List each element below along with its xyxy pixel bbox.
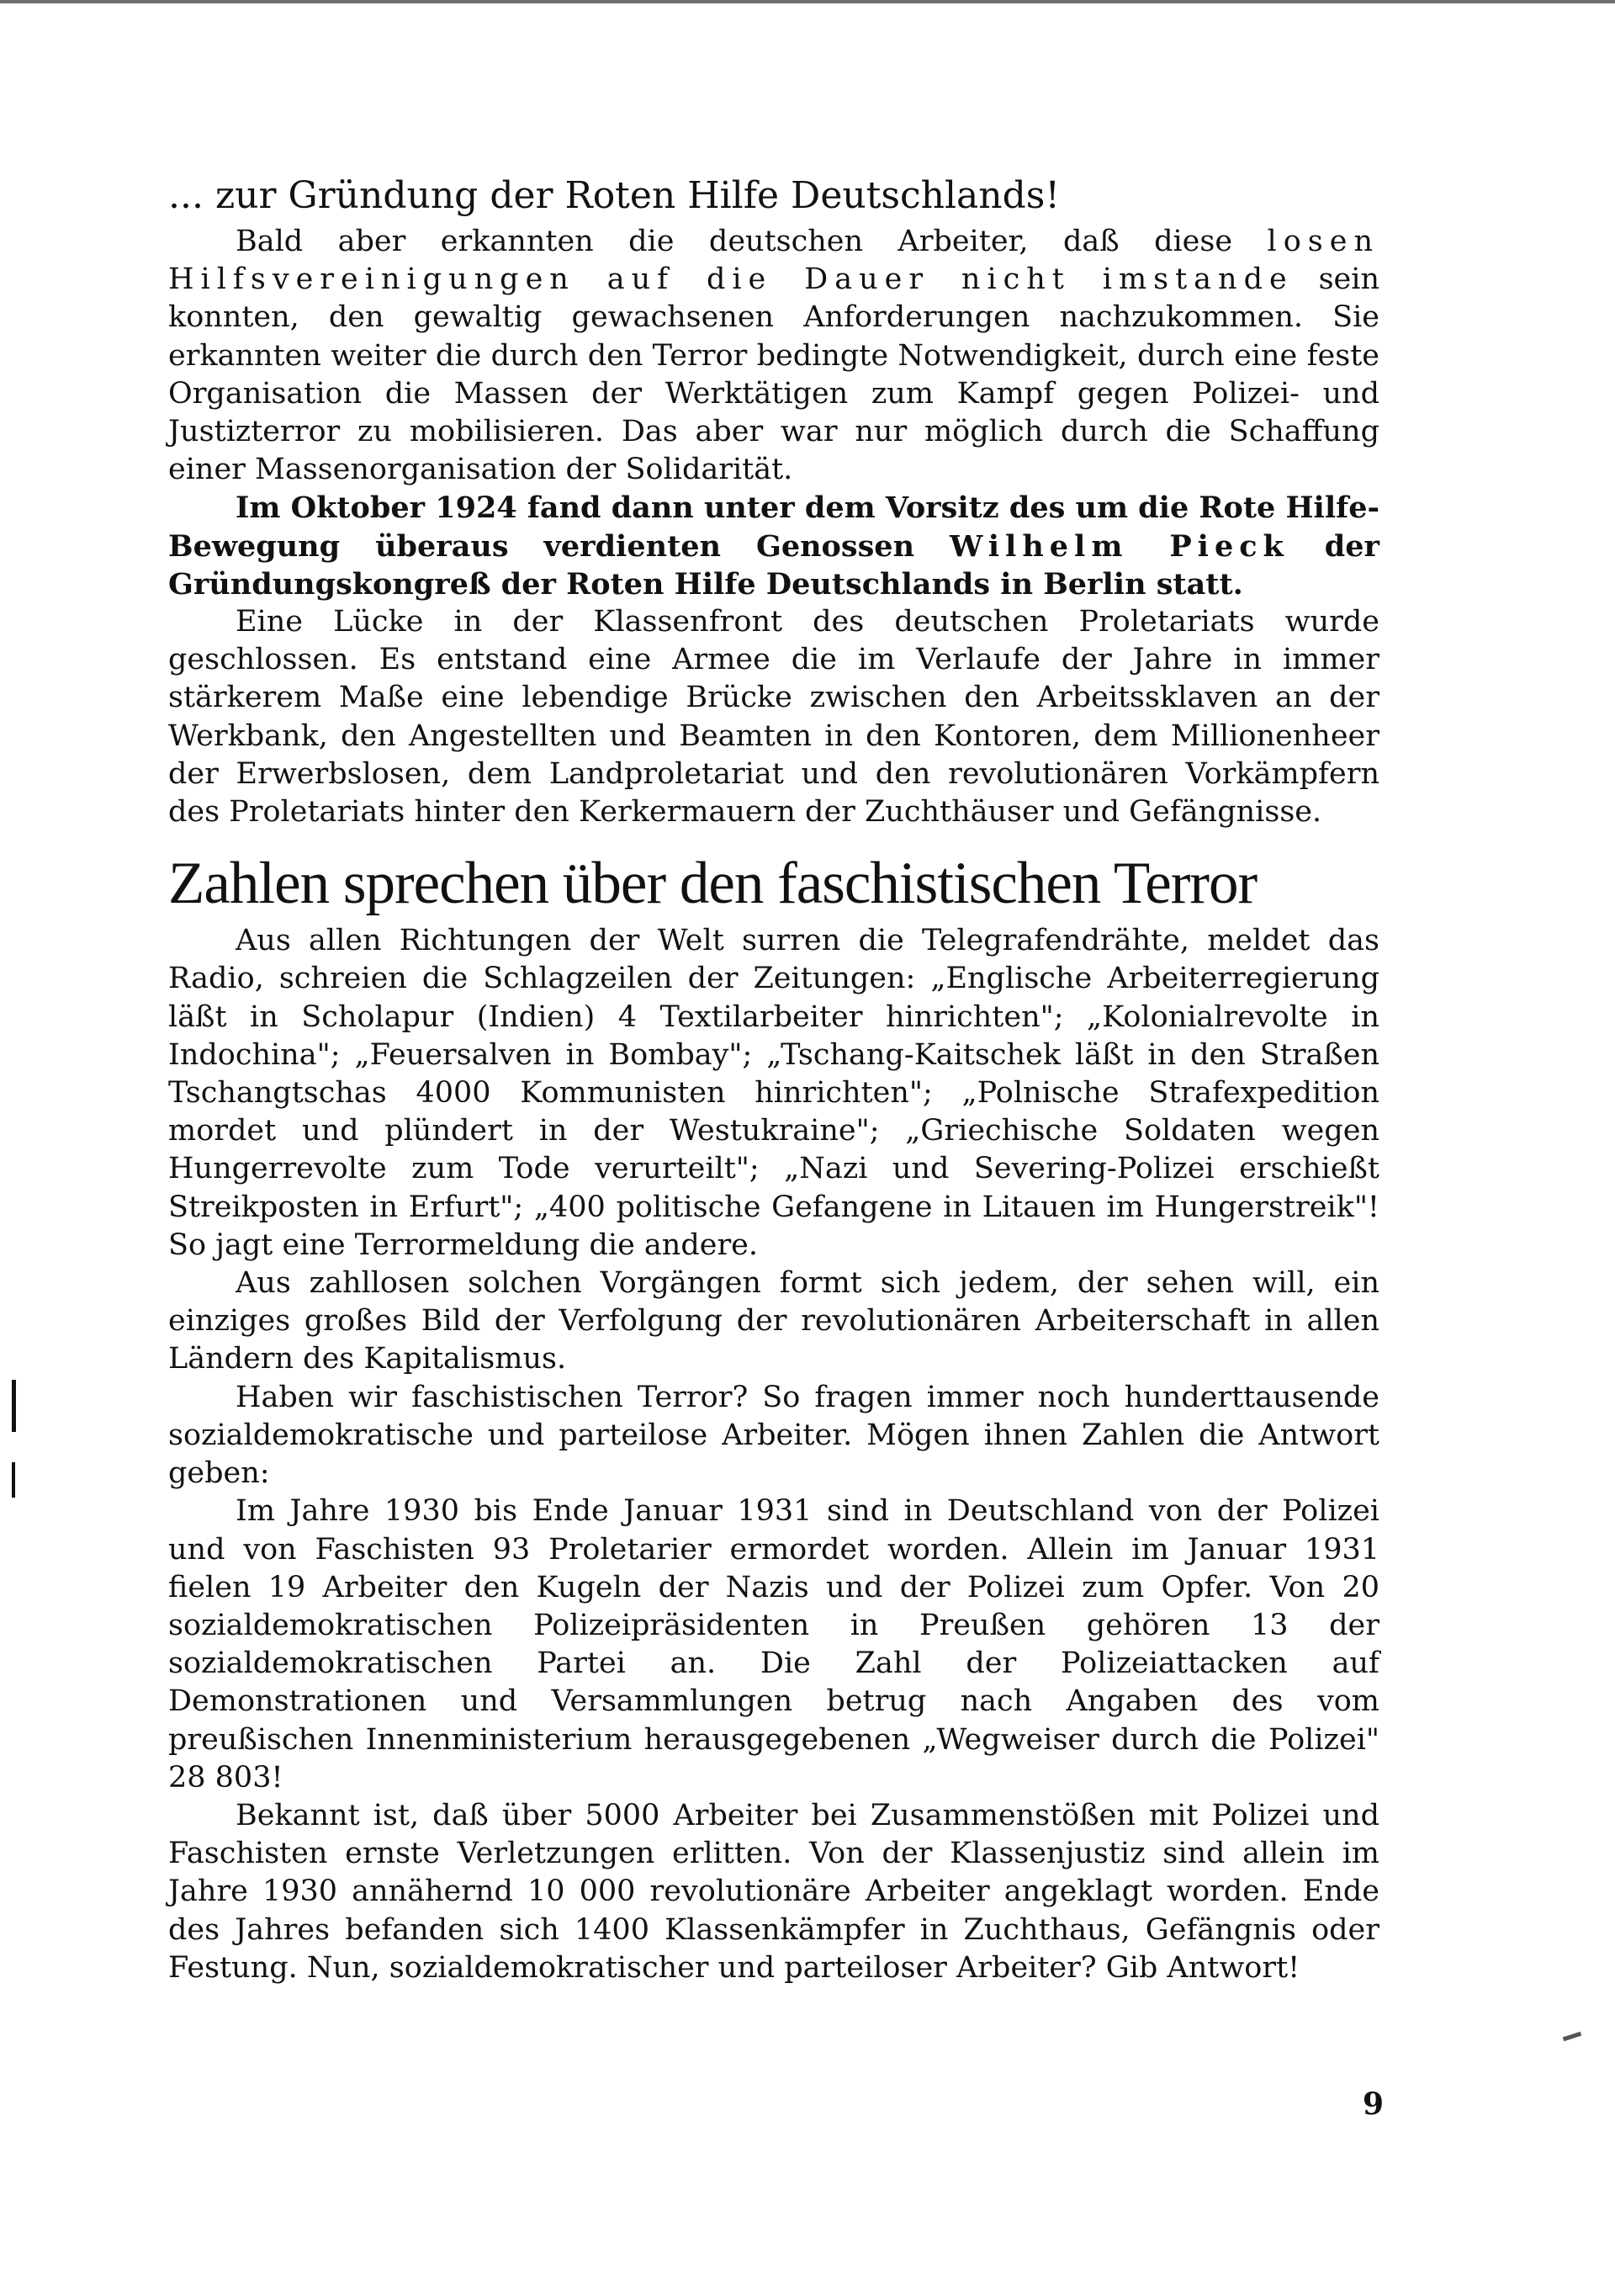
page-top-edge <box>0 0 1615 3</box>
margin-mark <box>12 1462 15 1498</box>
paragraph-meldungen: Aus allen Richtungen der Welt surren die Telegrafendrähte, meldet das Radio, schreien die Schlagzeilen der Zeitungen: „Englische Arbeiterregierung läßt in Scholapur (Indien) 4 Textilarbeiter hinrichten"; „Kolonialrevolte in Indochina"; „Feuersalven in Bombay"; „Tschang-Kaitschek läßt in den Straßen Tschangtschas 4000 Kommunisten hinrichten"; „Polnische Strafexpedition mordet und plündert in der Westukraine"; „Griechische Soldaten wegen Hungerrevolte zum Tode verurteilt"; „Nazi und Severing-Polizei erschießt Streikposten in Erfurt"; „400 politische Gefangene in Litauen im Hungerstreik"! So jagt eine Terrormeldung die andere. <box>168 924 1379 1262</box>
page-number: 9 <box>1363 2087 1385 2122</box>
emphasized-name: Wilhelm Pieck <box>950 528 1289 564</box>
paragraph-klassenfront: Eine Lücke in der Klassenfront des deutschen Proletariats wurde geschlossen. Es entstand eine Armee die im Verlaufe der Jahre in immer stärkerem Maße eine lebendige Brücke zwischen den Arbeitssklaven an der Werkbank, den Angestellten und Beamten in den Kontoren, dem Millionenheer der Erwerbslosen, dem Landproletariat und den revolutionären Vorkämpfern des Proletariats hinter den Kerkermauern der Zuchthäuser und Gefängnisse. <box>168 605 1379 830</box>
margin-mark <box>12 1380 16 1432</box>
document-page <box>168 172 1379 1987</box>
margin-mark <box>1563 2032 1581 2042</box>
paragraph-text: Bald aber erkannten die deutschen Arbeiter, daß diese <box>236 225 1268 258</box>
paragraph-verfolgung: Aus zahllosen solchen Vorgängen formt sich jedem, der sehen will, ein einziges großes Bild der Verfolgung der revolutionären Arbeiterschaft in allen Ländern des Kapitalismus. <box>168 1266 1379 1376</box>
emphasized-text: losen Hilfsvereinigungen auf die Dauer nicht imstande <box>168 225 1379 297</box>
paragraph-text: Im Oktober 1924 fand dann unter dem Vorsitz des um die Rote Hilfe-Bewegung überaus verdienten Genossen <box>168 490 1379 564</box>
paragraph-frage: Haben wir faschistischen Terror? So fragen immer noch hunderttausende sozialdemokratische und parteilose Arbeiter. Mögen ihnen Zahlen die Antwort geben: <box>168 1380 1379 1491</box>
paragraph-hilfsvereinigungen <box>168 223 1379 489</box>
paragraph-text: der Gründungskongreß der Roten Hilfe Deutschlands in Berlin statt. <box>168 528 1379 602</box>
heading-continuation: ... zur Gründung der Roten Hilfe Deutschlands! <box>168 174 1061 217</box>
paragraph-gruendungskongress <box>168 489 1379 603</box>
paragraph-text: sein konnten, den gewaltig gewachsenen Anforderungen nachzukommen. Sie erkannten weiter die durch den Terror bedingte Notwendigkeit, durch eine feste Organisation die Massen der Werktätigen zum Kampf gegen Polizei- und Justizterror zu mobilisieren. Das aber war nur möglich durch die Schaffung einer Massenorganisation der Solidarität. <box>168 262 1379 487</box>
paragraph-verletzungen: Bekannt ist, daß über 5000 Arbeiter bei Zusammenstößen mit Polizei und Faschisten ernste Verletzungen erlitten. Von der Klassenjustiz sind allein im Jahre 1930 annähernd 10 000 revolutionäre Arbeiter angeklagt worden. Ende des Jahres befanden sich 1400 Klassenkämpfer in Zuchthaus, Gefängnis oder Festung. Nun, sozialdemokratischer und parteiloser Arbeiter? Gib Antwort! <box>168 1798 1379 1985</box>
paragraph-zahlen-1931: Im Jahre 1930 bis Ende Januar 1931 sind in Deutschland von der Polizei und von Faschisten 93 Proletarier ermordet worden. Allein im Januar 1931 fielen 19 Arbeiter den Kugeln der Nazis und der Polizei zum Opfer. Von 20 sozialdemokratischen Polizeipräsidenten in Preußen gehören 13 der sozialdemokratischen Partei an. Die Zahl der Polizeiattacken auf Demonstrationen und Versammlungen betrug nach Angaben des vom preußischen Innenministerium herausgegebenen „Wegweiser durch die Polizei" 28 803! <box>168 1494 1379 1795</box>
section-title: Zahlen sprechen über den faschistischen Terror <box>168 851 1258 917</box>
